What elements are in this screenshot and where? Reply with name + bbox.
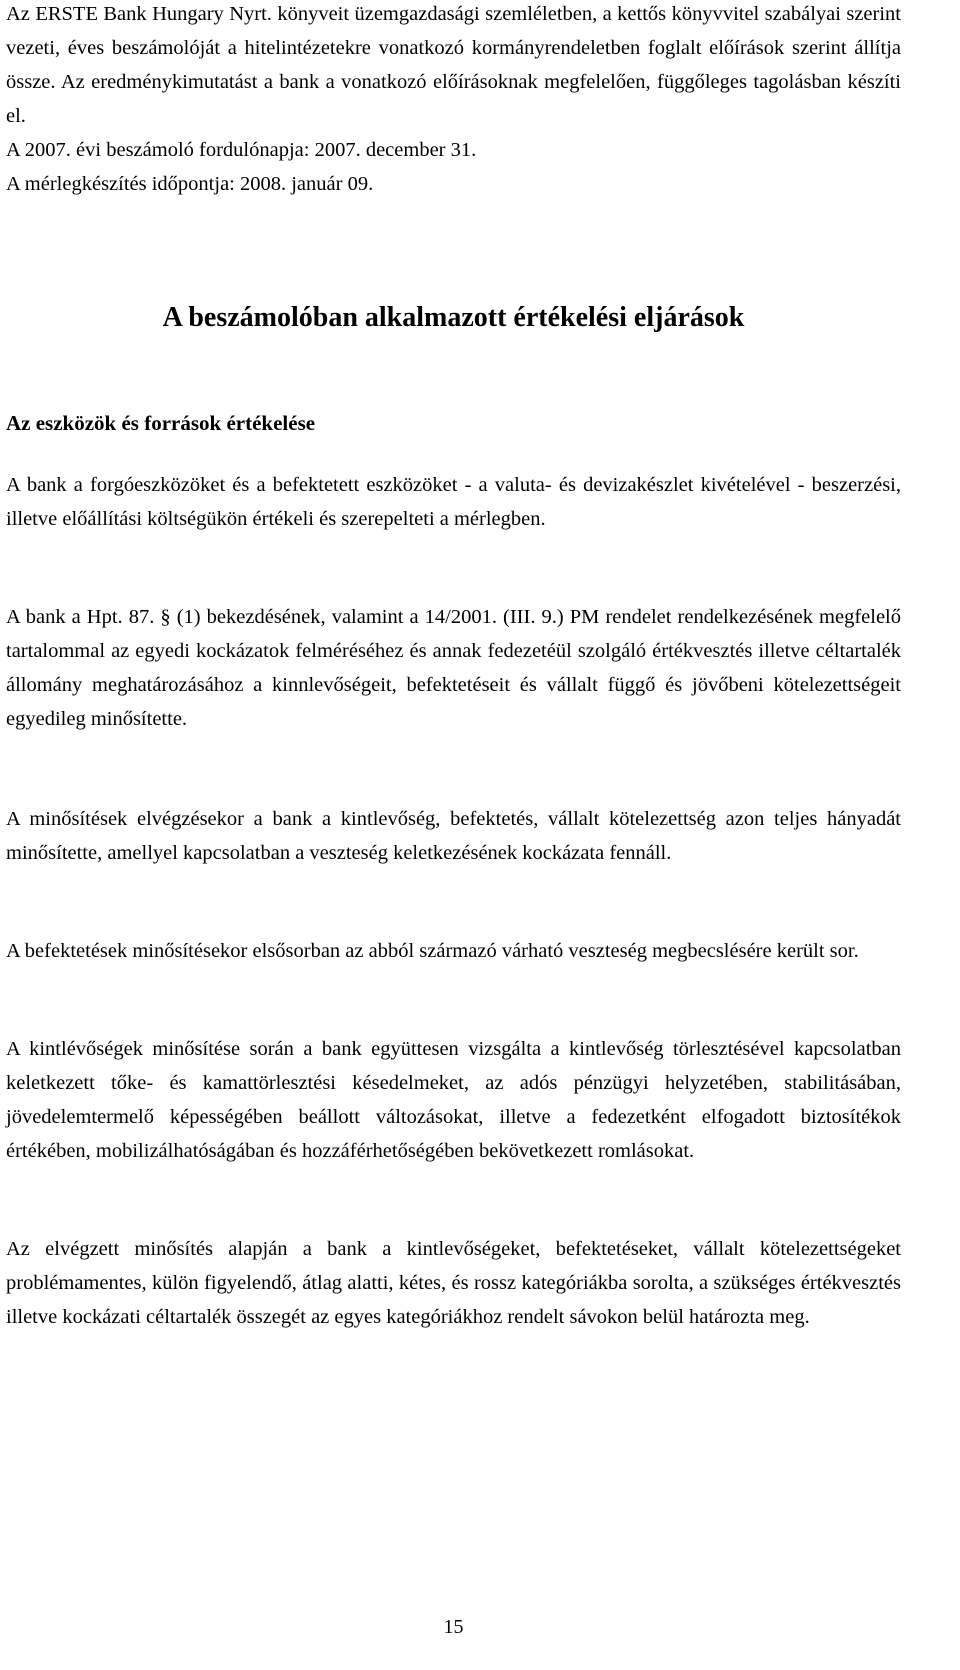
paragraph-4: A befektetések minősítésekor elsősorban az abból származó várható veszteség megbecslésére került sor. [6, 940, 859, 962]
reporting-date: A 2007. évi beszámoló fordulónapja: 2007. december 31. [6, 139, 477, 161]
paragraph-5: A kintlévőségek minősítése során a bank együttesen vizsgálta a kintlevőség törlesztésével kapcsolatban keletkezett tőke- és kamattörlesztési késedelmeket, az adós pénzügyi helyzetében, stabilitásában, jövedelemtermelő képességében beállott változásokat, illetve a fedezetként elfogadott biztosítékok értékében, mobilizálhatóságában és hozzáférhetőségében bekövetkezett romlásokat. [6, 1038, 901, 1162]
intro-paragraph: Az ERSTE Bank Hungary Nyrt. könyveit üzemgazdasági szemléletben, a kettős könyvvitel szabályai szerint vezeti, éves beszámolóját a hitelintézetekre vonatkozó kormányrendeletben foglalt előírások szerint állítja össze. Az eredménykimutatást a bank a vonatkozó előírásoknak megfelelően, függőleges tagolásban készíti el. [6, 3, 901, 127]
paragraph-2: A bank a Hpt. 87. § (1) bekezdésének, valamint a 14/2001. (III. 9.) PM rendelet rendelkezésének megfelelő tartalommal az egyedi kockázatok felméréséhez és annak fedezetéül szolgáló értékvesztés illetve céltartalék állomány meghatározásához a kinnlevőségeit, befektetéseit és vállalt függő és jövőbeni kötelezettségeit egyedileg minősítette. [6, 606, 901, 730]
section-title: A beszámolóban alkalmazott értékelési eljárások [162, 302, 745, 333]
page-number: 15 [443, 1616, 464, 1638]
paragraph-3: A minősítések elvégzésekor a bank a kintlevőség, befektetés, vállalt kötelezettség azon teljes hányadát minősítette, amellyel kapcsolatban a veszteség keletkezésének kockázata fennáll. [6, 808, 901, 864]
balance-preparation-date: A mérlegkészítés időpontja: 2008. január 09. [6, 173, 374, 195]
intro-block [6, 0, 901, 201]
subsection-title: Az eszközök és források értékelése [6, 411, 316, 435]
paragraph-1: A bank a forgóeszközöket és a befektetett eszközöket - a valuta- és devizakészlet kivételével - beszerzési, illetve előállítási költségükön értékeli és szerepelteti a mérlegben. [6, 474, 901, 530]
paragraph-6: Az elvégzett minősítés alapján a bank a kintlevőségeket, befektetéseket, vállalt kötelezettségeket problémamentes, külön figyelendő, átlag alatti, kétes, és rossz kategóriákba sorolta, a szükséges értékvesztés illetve kockázati céltartalék összegét az egyes kategóriákhoz rendelt sávokon belül határozta meg. [6, 1238, 901, 1328]
